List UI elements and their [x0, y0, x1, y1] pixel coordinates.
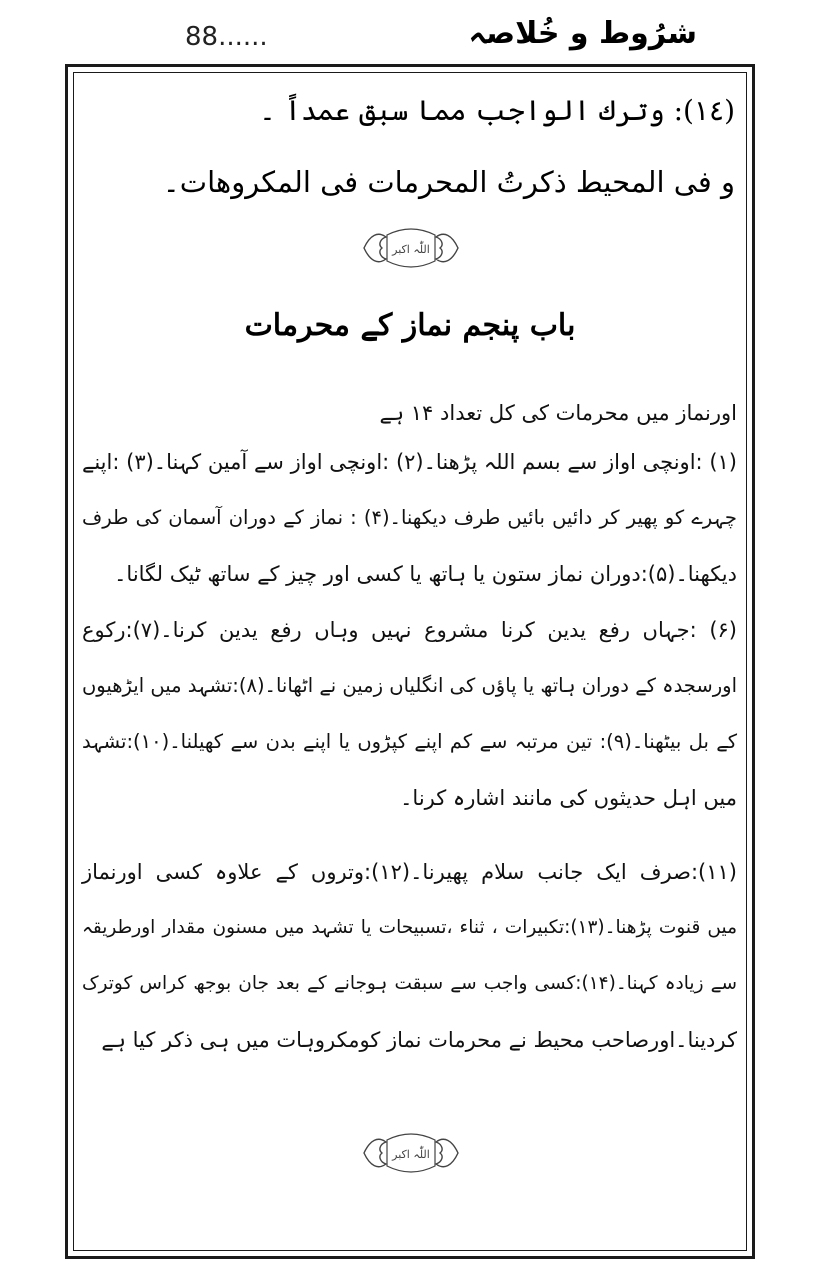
text-line: دیکھنا۔(۵):دوران نماز ستون یا ہاتھ یا کسی اور چیز کے ساتھ ٹیک لگانا۔ [114, 561, 737, 586]
arabic-quote-line-1: (١٤): وترك الواجب مما سبق عمداً ۔ [259, 94, 735, 127]
ornament-text: اللّٰہ اکبر [392, 243, 430, 256]
text-line: چہرے کو پھیر کر دائیں بائیں طرف دیکھنا۔(۴) : نماز کے دوران آسمان کی طرف [82, 506, 737, 530]
page-header [0, 0, 825, 66]
page-number: 88...... [185, 22, 268, 52]
chapter-title: باب پنجم نماز کے محرمات [244, 308, 576, 343]
text-line: میں قنوت پڑھنا۔(۱۳):تکبیرات ، ثناء ،تسبیحات یا تشہد میں مسنون مقدار اورطریقہ [82, 916, 737, 938]
ornament-text: اللّٰہ اکبر [392, 1148, 430, 1161]
text-line: اورسجدہ کے دوران ہاتھ یا پاؤں کی انگلیاں زمین نے اٹھانا۔(۸):تشہد میں ایڑھیوں [81, 674, 737, 698]
text-line: (۶) :جہاں رفع یدین کرنا مشروع نہیں وہاں رفع یدین کرنا۔(۷):رکوع [82, 617, 737, 642]
text-line: میں اہل حدیثوں کی مانند اشارہ کرنا۔ [400, 785, 737, 810]
text-line: سے زیادہ کہنا۔(۱۴):کسی واجب سے سبقت ہوجانے کے بعد جان بوجھ کراس کوترک [82, 972, 737, 994]
body-text [82, 392, 737, 1068]
text-line: (۱) :اونچی اواز سے بسم اللہ پڑھنا۔(۲) :اونچی اواز سے آمین کہنا۔(۳) :اپنے [82, 449, 737, 474]
text-line: کردینا۔اورصاحب محیط نے محرمات نماز کومکروہات میں ہی ذکر کیا ہے [101, 1027, 737, 1052]
intro-line: اورنماز میں محرمات کی کل تعداد ۱۴ ہے [379, 400, 737, 425]
text-line: کے بل بیٹھنا۔(۹): تین مرتبہ سے کم اپنے کپڑوں یا اپنے بدن سے کھیلنا۔(۱۰):تشہد [82, 730, 737, 754]
book-title: شرُوط و خُلاصہ [468, 16, 697, 51]
calligraphy-ornament-bottom [356, 1130, 466, 1176]
calligraphy-ornament-top [356, 225, 466, 271]
text-line: (۱۱):صرف ایک جانب سلام پھیرنا۔(۱۲):وتروں کے علاوہ کسی اورنماز [81, 859, 737, 884]
arabic-quote-line-2: و فی المحیط ذکرتُ المحرمات فی المکروھات۔ [162, 165, 735, 199]
